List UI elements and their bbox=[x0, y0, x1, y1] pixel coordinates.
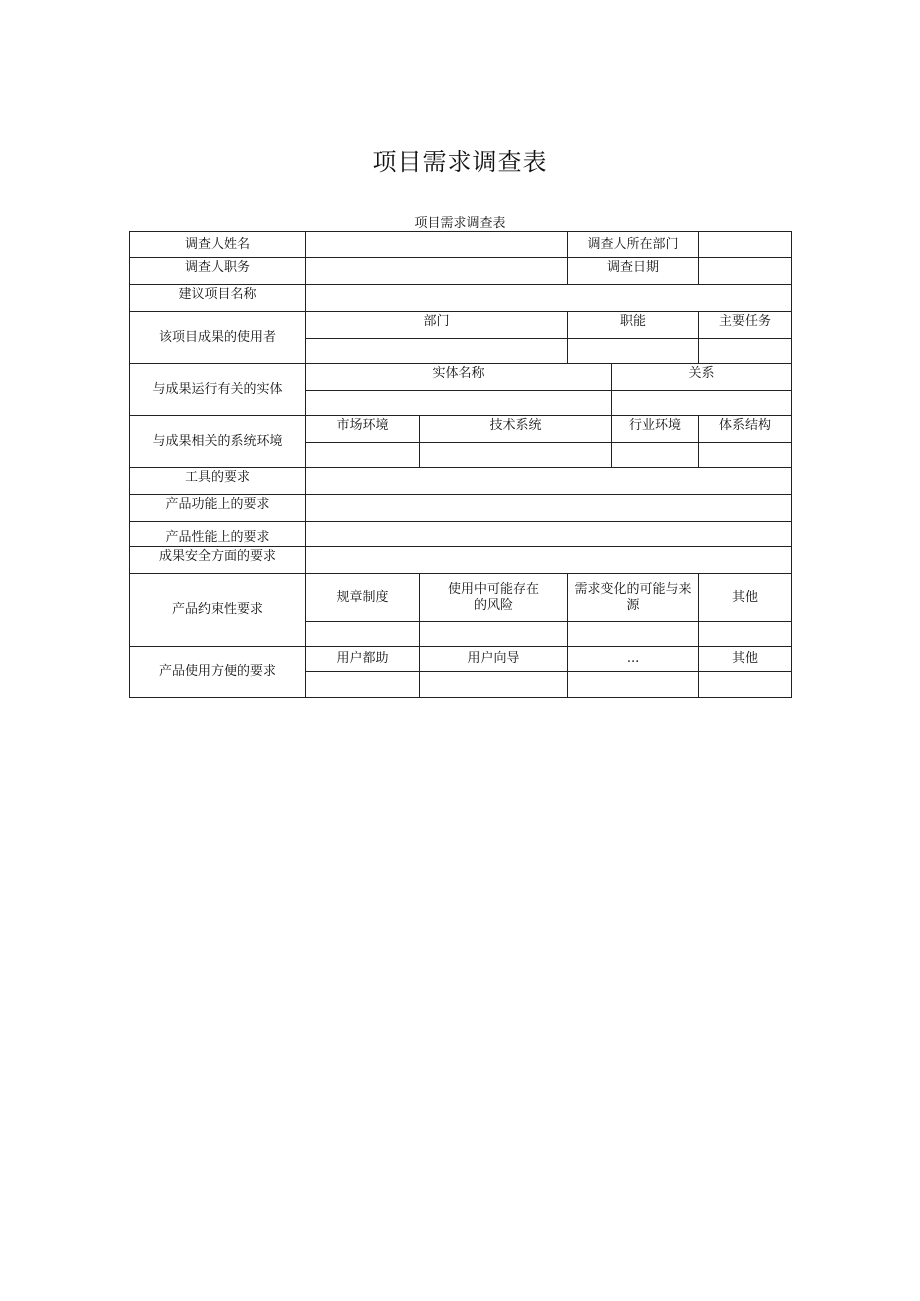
usability-col-ellipsis: ... bbox=[568, 647, 699, 672]
security-req-label: 成果安全方面的要求 bbox=[130, 547, 306, 574]
project-name-label: 建议项目名称 bbox=[130, 285, 306, 312]
usability-other-field[interactable] bbox=[699, 672, 792, 698]
system-env-col-tech: 技术系统 bbox=[420, 416, 612, 443]
function-req-field[interactable] bbox=[306, 495, 792, 522]
entities-label: 与成果运行有关的实体 bbox=[130, 364, 306, 416]
performance-req-field[interactable] bbox=[306, 522, 792, 547]
constraint-col-risk: 使用中可能存在的风险 bbox=[420, 574, 568, 622]
page-title: 项目需求调查表 bbox=[372, 148, 548, 176]
users-label: 该项目成果的使用者 bbox=[130, 312, 306, 364]
usability-label: 产品使用方便的要求 bbox=[130, 647, 306, 698]
constraint-other-field[interactable] bbox=[699, 622, 792, 647]
investigator-title-label: 调查人职务 bbox=[130, 258, 306, 285]
system-env-industry-field[interactable] bbox=[612, 443, 699, 468]
system-env-col-industry: 行业环境 bbox=[612, 416, 699, 443]
usability-help-field[interactable] bbox=[306, 672, 420, 698]
project-name-field[interactable] bbox=[306, 285, 792, 312]
usability-ellipsis-field[interactable] bbox=[568, 672, 699, 698]
system-env-col-architecture: 体系结构 bbox=[699, 416, 792, 443]
system-env-market-field[interactable] bbox=[306, 443, 420, 468]
users-col-task: 主要任务 bbox=[699, 312, 792, 339]
system-env-tech-field[interactable] bbox=[420, 443, 612, 468]
users-dept-field[interactable] bbox=[306, 339, 568, 364]
constraint-change-field[interactable] bbox=[568, 622, 699, 647]
security-req-field[interactable] bbox=[306, 547, 792, 574]
usability-col-help: 用户都助 bbox=[306, 647, 420, 672]
users-col-dept: 部门 bbox=[306, 312, 568, 339]
performance-req-label: 产品性能上的要求 bbox=[130, 522, 306, 547]
investigator-name-label: 调查人姓名 bbox=[130, 232, 306, 258]
tool-req-label: 工具的要求 bbox=[130, 468, 306, 495]
tool-req-field[interactable] bbox=[306, 468, 792, 495]
system-env-label: 与成果相关的系统环境 bbox=[130, 416, 306, 468]
constraint-col-change: 需求变化的可能与来源 bbox=[568, 574, 699, 622]
survey-date-field[interactable] bbox=[699, 258, 792, 285]
usability-col-wizard: 用户向导 bbox=[420, 647, 568, 672]
system-env-architecture-field[interactable] bbox=[699, 443, 792, 468]
function-req-label: 产品功能上的要求 bbox=[130, 495, 306, 522]
users-function-field[interactable] bbox=[568, 339, 699, 364]
entities-col-relation: 关系 bbox=[612, 364, 792, 391]
table-caption: 项目需求调查表 bbox=[414, 216, 506, 231]
constraint-label: 产品约束性要求 bbox=[130, 574, 306, 647]
constraint-col-regulations: 规章制度 bbox=[306, 574, 420, 622]
requirements-survey-table bbox=[129, 231, 792, 698]
constraint-regulations-field[interactable] bbox=[306, 622, 420, 647]
investigator-title-field[interactable] bbox=[306, 258, 568, 285]
constraint-risk-field[interactable] bbox=[420, 622, 568, 647]
constraint-col-other: 其他 bbox=[699, 574, 792, 622]
investigator-dept-field[interactable] bbox=[699, 232, 792, 258]
survey-date-label: 调查日期 bbox=[568, 258, 699, 285]
users-col-function: 职能 bbox=[568, 312, 699, 339]
investigator-dept-label: 调查人所在部门 bbox=[568, 232, 699, 258]
system-env-col-market: 市场环境 bbox=[306, 416, 420, 443]
entities-name-field[interactable] bbox=[306, 391, 612, 416]
usability-col-other: 其他 bbox=[699, 647, 792, 672]
users-task-field[interactable] bbox=[699, 339, 792, 364]
entities-relation-field[interactable] bbox=[612, 391, 792, 416]
entities-col-name: 实体名称 bbox=[306, 364, 612, 391]
usability-wizard-field[interactable] bbox=[420, 672, 568, 698]
investigator-name-field[interactable] bbox=[306, 232, 568, 258]
